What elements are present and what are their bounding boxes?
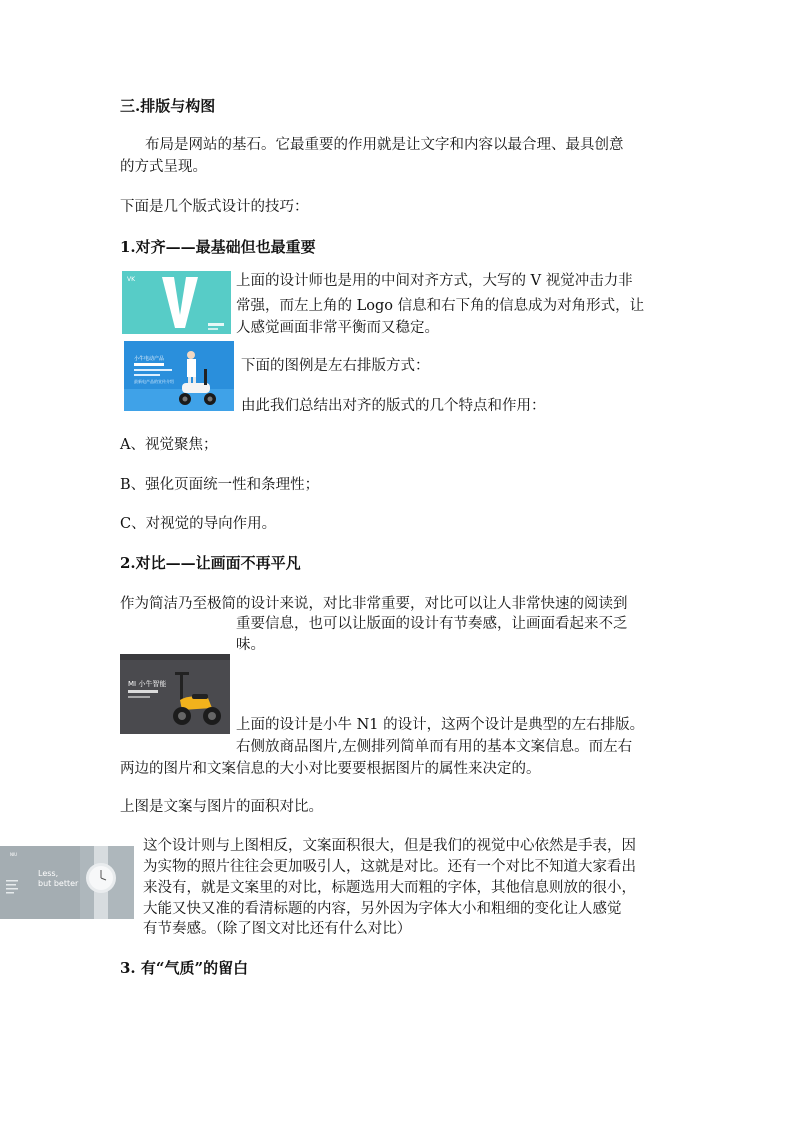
contrast-para-4-line-5: 有节奏感。（除了图文对比还有什么对比） (143, 921, 412, 937)
alignment-para-1-line-1: 上面的设计师也是用的中间对齐方式，大写的 V 视觉冲击力非 (236, 273, 633, 289)
blue-scooter-image (124, 341, 234, 411)
contrast-para-2-line-1: 上面的设计是小牛 N1 的设计，这两个设计是典型的左右排版。 (236, 717, 645, 733)
contrast-para-2-line-2: 右侧放商品图片,左侧排列简单而有用的基本文案信息。而左右 (236, 739, 633, 755)
list-item-b: B、强化页面统一性和条理性； (120, 477, 320, 493)
yellow-scooter-brand: MI 小牛智能 (128, 680, 167, 688)
intro-line-2: 的方式呈现。 (120, 159, 207, 175)
v-design-image (122, 271, 231, 334)
watch-line-1: Less, (38, 869, 59, 878)
tips-intro: 下面是几个版式设计的技巧： (120, 199, 309, 215)
watch-brand: NIU (10, 852, 18, 857)
alignment-para-1-line-3: 人感觉画面非常平衡而又稳定。 (236, 320, 439, 336)
alignment-para-2: 下面的图例是左右排版方式： (241, 358, 430, 374)
blue-scooter-sub: 最新电产品的宣传介绍 (134, 379, 174, 384)
contrast-para-1-line-2: 重要信息，也可以让版面的设计有节奏感，让画面看起来不乏 (236, 616, 628, 632)
list-item-a: A、视觉聚焦； (120, 437, 218, 453)
heading-whitespace: 3. 有“气质”的留白 (120, 959, 249, 977)
contrast-para-3: 上图是文案与图片的面积对比。 (120, 799, 323, 815)
v-design-logo: VK (127, 276, 136, 283)
heading-alignment: 1.对齐——最基础但也最重要 (120, 238, 316, 256)
list-item-c: C、对视觉的导向作用。 (120, 516, 277, 532)
heading-contrast: 2.对比——让画面不再平凡 (120, 554, 301, 572)
contrast-para-1-line-1: 作为简洁乃至极简的设计来说，对比非常重要，对比可以让人非常快速的阅读到 (120, 596, 628, 612)
contrast-para-2-line-3: 两边的图片和文案信息的大小对比要要根据图片的属性来决定的。 (120, 761, 541, 777)
contrast-para-4-line-3: 来没有，就是文案里的对比，标题选用大而粗的字体，其他信息则放的很小， (143, 880, 636, 896)
watch-line-2: but better (38, 879, 79, 888)
blue-scooter-title: 小牛电动产品 (134, 356, 165, 362)
contrast-para-4-line-1: 这个设计则与上图相反，文案面积很大，但是我们的视觉中心依然是手表，因 (143, 838, 636, 854)
section-title: 三.排版与构图 (120, 97, 216, 115)
alignment-para-1-line-2: 常强，而左上角的 Logo 信息和右下角的信息成为对角形式，让 (236, 298, 645, 314)
alignment-para-3: 由此我们总结出对齐的版式的几个特点和作用： (241, 398, 546, 414)
contrast-para-1-line-3: 味。 (236, 637, 265, 653)
watch-design-image (0, 846, 134, 919)
contrast-para-4-line-2: 为实物的照片往往会更加吸引人，这就是对比。还有一个对比不知道大家看出 (143, 859, 636, 875)
yellow-scooter-image (120, 654, 230, 734)
intro-line-1: 布局是网站的基石。它最重要的作用就是让文字和内容以最合理、最具创意 (145, 137, 624, 153)
contrast-para-4-line-4: 大能又快又准的看清标题的内容，另外因为字体大小和粗细的变化让人感觉 (143, 901, 622, 917)
